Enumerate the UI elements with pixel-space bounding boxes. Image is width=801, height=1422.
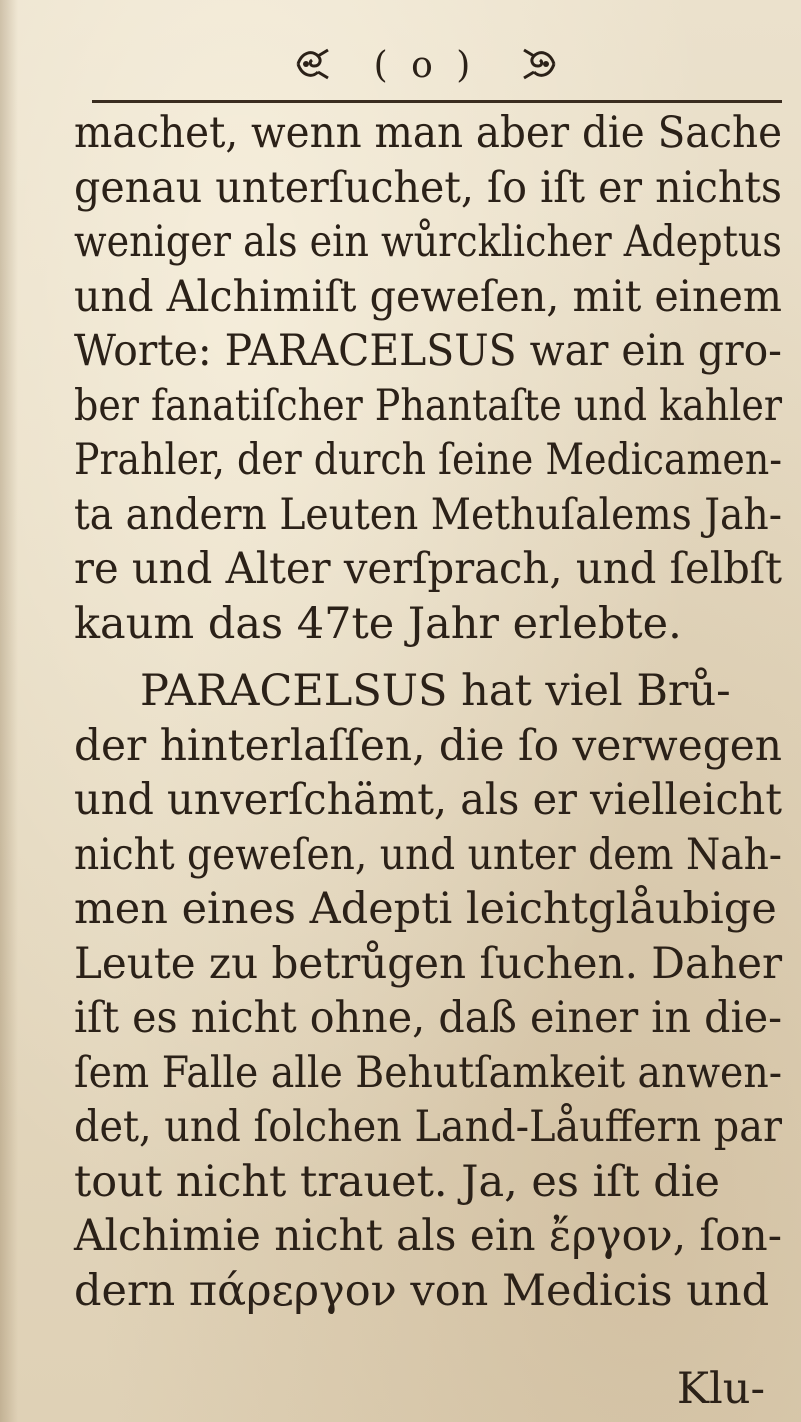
page-header [0, 44, 801, 104]
header-rule [92, 100, 782, 103]
text-line: tout nicht trauet. Ja, es iſt die [74, 1156, 720, 1207]
catchword: Klu- [676, 1364, 765, 1414]
text-line: det, und ſolchen Land-Låuffern par [74, 1102, 782, 1152]
text-line: ta andern Leuten Methuſalems Jah- [74, 489, 782, 540]
text-line: PARACELSUS hat viel Brů- [140, 666, 731, 716]
text-line: und unverſchämt, als er vielleicht [74, 775, 782, 825]
text-line: weniger als ein wůrcklicher Adeptus [74, 217, 782, 267]
text-line: genau unterſuchet, ſo iſt er nichts [74, 162, 783, 213]
text-line: ſem Falle alle Behutſamkeit anwen- [74, 1047, 783, 1098]
paragraph-1 [74, 106, 782, 651]
text-line: Worte: PARACELSUS war ein gro- [74, 326, 782, 376]
page-number: ( o ) [373, 45, 477, 86]
text-line: nicht geweſen, und unter dem Nah- [74, 829, 783, 880]
text-line: Alchimie nicht als ein ἔργον, ſon- [74, 1211, 783, 1261]
text-line: machet, wenn man aber die Sache [74, 108, 783, 158]
fleuron-left-icon [292, 44, 332, 84]
text-line: kaum das 47te Jahr erlebte. [74, 598, 682, 649]
text-line: Leute zu betrůgen ſuchen. Daher [74, 938, 783, 989]
text-line: der hinterlaſſen, die ſo verwegen [74, 720, 783, 771]
page-fold-shadow [0, 0, 18, 1422]
text-line: men eines Adepti leichtglåubige [74, 884, 777, 934]
paragraph-2 [74, 664, 782, 1318]
text-line: iſt es nicht ohne, daß einer in die- [74, 993, 783, 1043]
text-line: Prahler, der durch ſeine Medicamen- [74, 435, 782, 485]
text-line: ber fanatiſcher Phantaſte und kahler [74, 380, 783, 431]
text-line: re und Alter verſprach, und ſelbſt [74, 544, 783, 594]
text-line: dern πάρεργον von Medicis und [74, 1265, 770, 1316]
text-line: und Alchimiſt geweſen, mit einem [74, 271, 783, 322]
fleuron-right-icon [520, 44, 560, 84]
